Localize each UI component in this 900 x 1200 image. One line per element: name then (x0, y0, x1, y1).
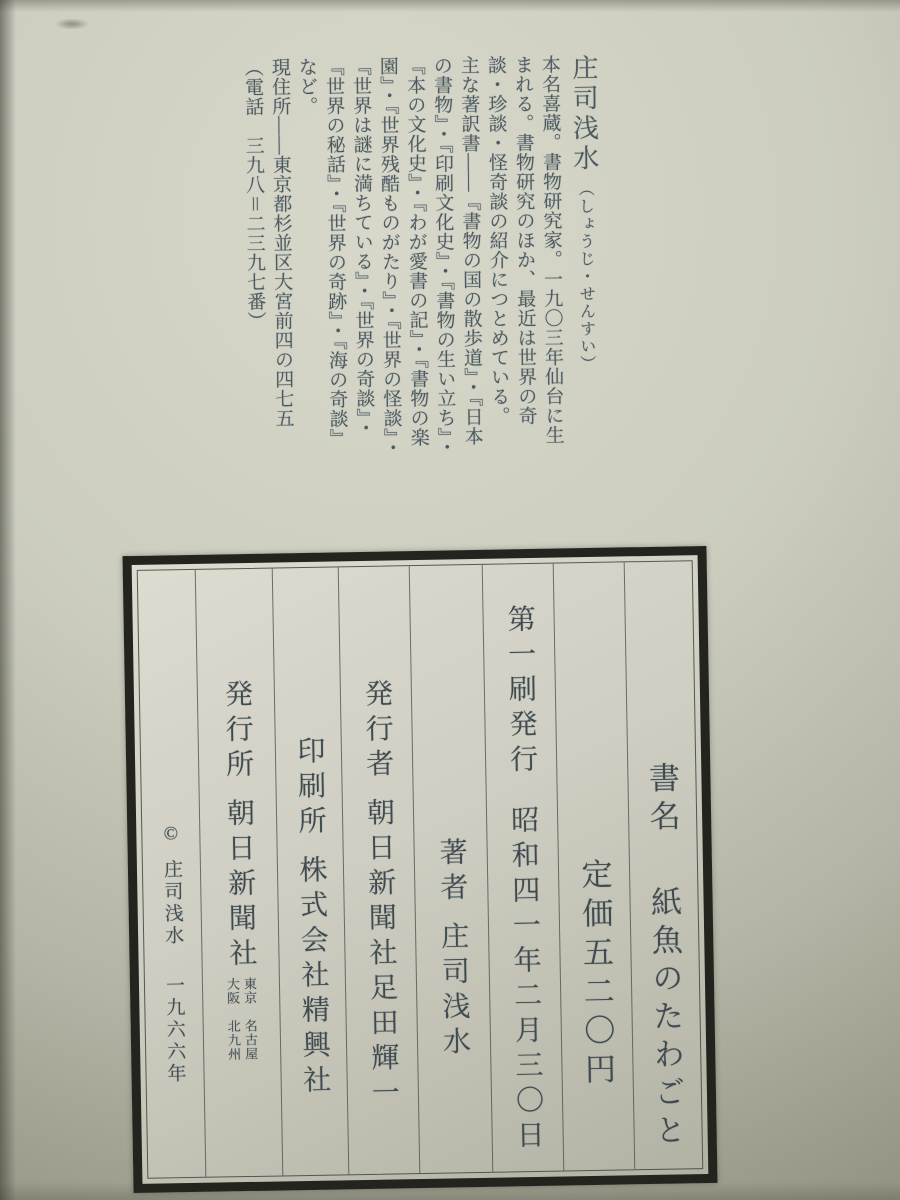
printer-label: 印刷所 (293, 735, 326, 842)
edition-label: 第一刷発行 (503, 603, 538, 780)
publisher-label: 発行所 (220, 678, 254, 785)
book-title-label: 書名 (643, 761, 680, 839)
bio-line: 現住所——東京都杉並区大宮前四の四七五 (268, 57, 294, 429)
column-edition-date (483, 564, 565, 1172)
author-name: 庄司浅水 (568, 54, 599, 175)
colophon-panel (137, 560, 704, 1179)
column-printer (273, 567, 350, 1175)
bio-line: 『世界の秘話』・『世界の奇跡』・『海の奇談』 (322, 56, 348, 449)
bio-line: 園』・『世界残酷ものがたり』・『世界の怪談』・ (376, 56, 402, 458)
author-bio (239, 54, 607, 488)
bio-line: 談・珍談・怪奇談の紹介につとめている。 (484, 55, 510, 426)
printer-text (288, 736, 334, 1101)
column-price (554, 562, 636, 1170)
bio-line: 主な著訳書——『書物の国の散歩道』・『日本 (457, 55, 483, 447)
copyright-text (157, 823, 189, 1085)
bio-line: など。 (295, 57, 318, 116)
publisher-cities-line: 大阪 北九州 (224, 977, 242, 1062)
column-publisher (196, 569, 284, 1177)
publication-date: 昭和四一年二月三〇日 (506, 804, 544, 1156)
issuer-text (356, 678, 404, 1113)
publisher-cities-line: 東京 名古屋 (241, 976, 259, 1062)
bio-line: 『世界は謎に満ちている』・『世界の奇談』・ (349, 56, 375, 438)
author-name-reading: （しょうじ・せんすい） (576, 180, 596, 373)
bio-line: 本名喜蔵。書物研究家。一九〇三年仙台に生 (538, 54, 564, 445)
column-author (410, 565, 494, 1173)
book-title-text (639, 761, 691, 1152)
author-name-colophon: 庄司浅水 (436, 921, 471, 1062)
author-text (430, 837, 474, 1062)
bio-line: まれる。書物研究のほか、最近は世界の奇 (511, 54, 537, 426)
colophon-box (122, 546, 717, 1193)
author-heading (563, 54, 608, 484)
issuer-name: 朝日新聞社足田輝一 (362, 797, 400, 1113)
copyright-symbol: © (160, 823, 182, 848)
publisher-name: 朝日新聞社 (222, 797, 257, 974)
column-issuer (339, 566, 421, 1174)
column-copyright (138, 570, 207, 1178)
book-title: 紙魚のたわごと (645, 885, 686, 1153)
copyright-year: 一九六六年 (162, 975, 186, 1086)
author-label: 著者 (435, 837, 468, 908)
edition-date-text (498, 604, 548, 1156)
issuer-label: 発行者 (360, 678, 394, 784)
column-book-title (625, 561, 702, 1169)
publisher-cities (224, 977, 259, 1062)
bio-line: 『本の文化史』・『わが愛書の記』・『書物の楽 (403, 55, 429, 448)
copyright-holder: 庄司浅水 (160, 859, 184, 948)
publisher-text (216, 679, 261, 974)
printer-name: 株式会社精興社 (295, 854, 331, 1101)
price-text: 定価五二〇円 (576, 857, 616, 1093)
bio-line: （電話 三九八＝二三九七番） (241, 57, 266, 331)
bio-line: の書物』・『印刷文化史』・『書物の生い立ち』・ (430, 55, 456, 457)
